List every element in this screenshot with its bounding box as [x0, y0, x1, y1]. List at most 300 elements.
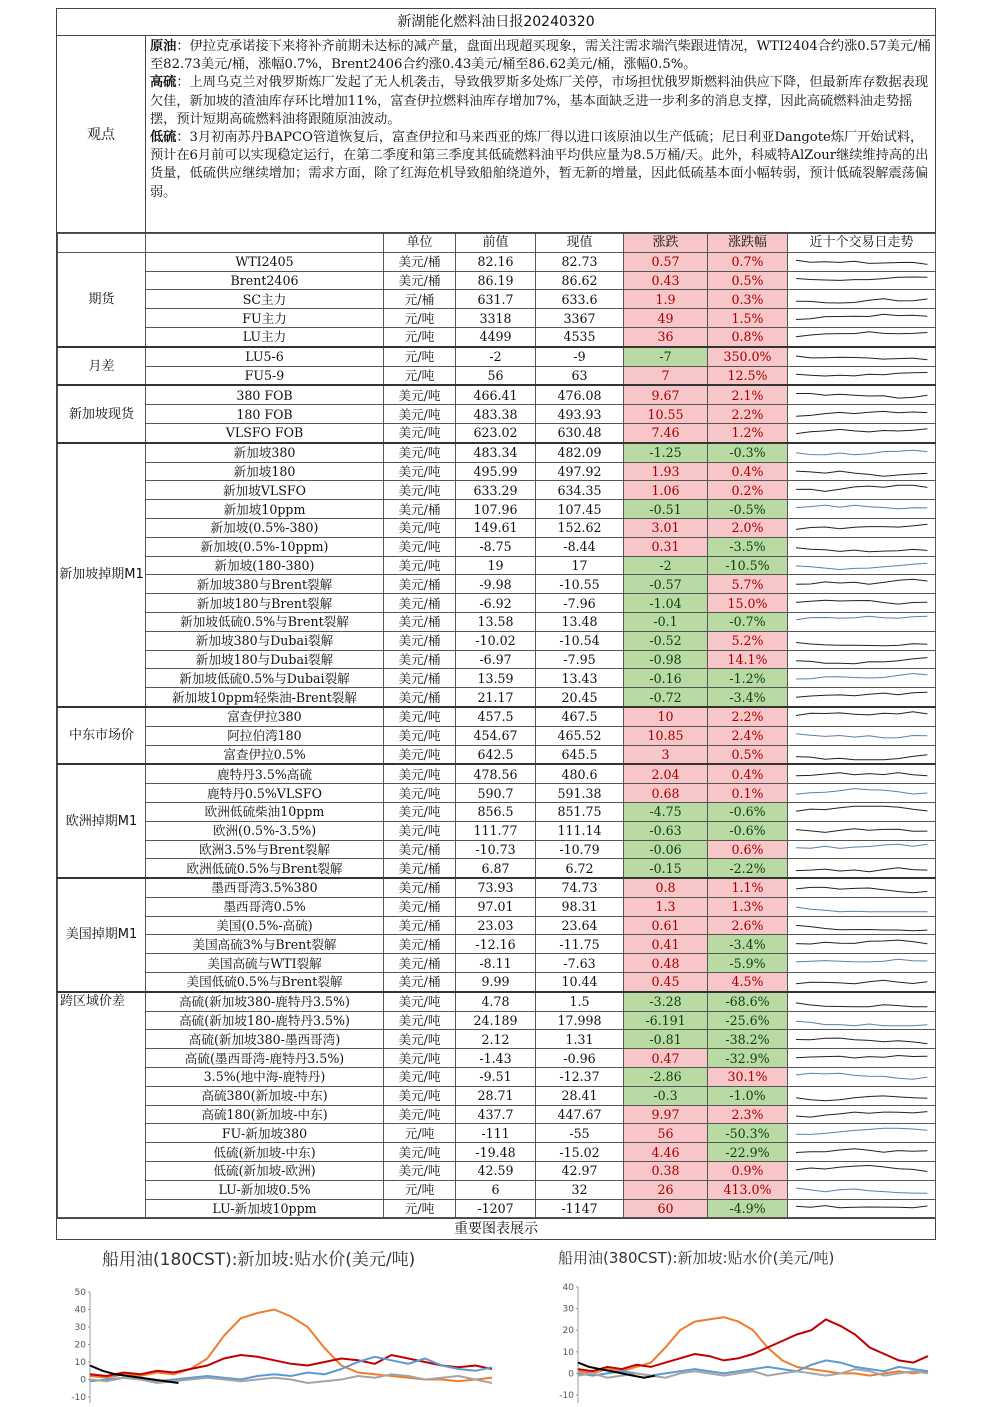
prev-value: 13.58 [456, 612, 536, 631]
prev-value: 623.02 [456, 423, 536, 442]
y-tick-label: 10 [562, 1347, 574, 1358]
curr-value: 467.5 [536, 707, 624, 726]
sparkline-path [796, 314, 927, 319]
item-name: 美国低硫0.5%与Brent裂解 [146, 973, 384, 992]
item-name: LU5-6 [146, 347, 384, 366]
pct-value: -3.4% [708, 688, 788, 707]
item-name: 鹿特丹3.5%高硫 [146, 764, 384, 783]
item-name: VLSFO FOB [146, 423, 384, 442]
change-value: -3.28 [624, 992, 708, 1011]
sparkline-path [796, 298, 927, 302]
pct-value: -0.6% [708, 821, 788, 840]
unit-cell: 元/吨 [384, 1180, 456, 1199]
pct-value: 350.0% [708, 347, 788, 366]
item-name: 欧洲(0.5%-3.5%) [146, 821, 384, 840]
sparkline-path [796, 734, 927, 738]
prev-value: -10.02 [456, 631, 536, 650]
y-tick-label: 30 [562, 1304, 574, 1315]
change-value: -0.3 [624, 1086, 708, 1105]
change-value: 0.31 [624, 537, 708, 556]
sparkline-path [796, 450, 927, 455]
curr-value: 465.52 [536, 726, 624, 745]
prev-value: -1207 [456, 1199, 536, 1218]
unit-cell: 美元/吨 [384, 1143, 456, 1162]
curr-value: 3367 [536, 309, 624, 328]
prev-value: 466.41 [456, 385, 536, 404]
trend-sparkline [788, 481, 936, 500]
item-name: 墨西哥湾3.5%380 [146, 878, 384, 897]
curr-value: -7.96 [536, 594, 624, 613]
table-row [58, 556, 936, 575]
curr-value: 480.6 [536, 764, 624, 783]
prev-value: 4499 [456, 327, 536, 346]
change-value: -2 [624, 556, 708, 575]
item-name: 高硫(墨西哥湾-鹿特丹3.5%) [146, 1049, 384, 1068]
table-row [58, 1068, 936, 1087]
unit-cell: 美元/桶 [384, 271, 456, 290]
item-name: 新加坡180与Dubai裂解 [146, 650, 384, 669]
curr-value: 591.38 [536, 784, 624, 803]
pct-value: -10.5% [708, 556, 788, 575]
change-value: -0.98 [624, 650, 708, 669]
curr-value: 13.43 [536, 669, 624, 688]
table-row [58, 802, 936, 821]
pct-value: 15.0% [708, 594, 788, 613]
curr-value: -10.54 [536, 631, 624, 650]
change-value: 7 [624, 366, 708, 385]
group-label: 新加坡掉期M1 [58, 443, 146, 707]
trend-sparkline [788, 556, 936, 575]
prev-value: 483.34 [456, 443, 536, 462]
group-label: 欧洲掉期M1 [58, 764, 146, 878]
item-name: 高硫(新加坡380-鹿特丹3.5%) [146, 992, 384, 1011]
trend-sparkline [788, 327, 936, 346]
trend-sparkline [788, 537, 936, 556]
unit-cell: 美元/吨 [384, 1030, 456, 1049]
price-table [57, 233, 936, 1218]
y-tick-label: 50 [74, 1288, 86, 1298]
prev-value: 23.03 [456, 916, 536, 935]
prev-value: 437.7 [456, 1105, 536, 1124]
curr-value: -12.37 [536, 1068, 624, 1087]
unit-cell: 美元/吨 [384, 821, 456, 840]
change-value: 1.06 [624, 481, 708, 500]
trend-sparkline [788, 518, 936, 537]
table-row [58, 1199, 936, 1218]
sparkline-path [796, 907, 927, 912]
prev-value: 97.01 [456, 897, 536, 916]
trend-sparkline [788, 309, 936, 328]
trend-sparkline [788, 707, 936, 726]
curr-value: 476.08 [536, 385, 624, 404]
change-value: 1.3 [624, 897, 708, 916]
unit-cell: 美元/吨 [384, 745, 456, 764]
item-name: 新加坡380与Brent裂解 [146, 575, 384, 594]
curr-value: 63 [536, 366, 624, 385]
curr-value: 630.48 [536, 423, 624, 442]
unit-cell: 美元/桶 [384, 916, 456, 935]
curr-value: 851.75 [536, 802, 624, 821]
table-row [58, 1124, 936, 1143]
table-row [58, 462, 936, 481]
table-row [58, 1030, 936, 1049]
table-row [58, 537, 936, 556]
table-row [58, 252, 936, 271]
unit-cell: 美元/吨 [384, 1086, 456, 1105]
sparkline-path [796, 1112, 927, 1118]
pct-value: -22.9% [708, 1143, 788, 1162]
sparkline-path [796, 888, 927, 893]
trend-sparkline [788, 612, 936, 631]
unit-cell: 美元/桶 [384, 935, 456, 954]
change-value: -1.04 [624, 594, 708, 613]
group-label: 月差 [58, 347, 146, 386]
unit-cell: 美元/吨 [384, 707, 456, 726]
change-value: 36 [624, 327, 708, 346]
sparkline-path [796, 1096, 927, 1101]
pct-value: 0.8% [708, 327, 788, 346]
trend-sparkline [788, 840, 936, 859]
table-row [58, 347, 936, 366]
pct-value: 5.2% [708, 631, 788, 650]
item-name: 墨西哥湾0.5% [146, 897, 384, 916]
trend-sparkline [788, 916, 936, 935]
table-row [58, 518, 936, 537]
unit-cell: 美元/桶 [384, 612, 456, 631]
chart-series-line [90, 1355, 492, 1376]
curr-value: 82.73 [536, 252, 624, 271]
curr-value: 497.92 [536, 462, 624, 481]
prev-value: 82.16 [456, 252, 536, 271]
change-value: 0.38 [624, 1162, 708, 1181]
table-row [58, 840, 936, 859]
change-value: -2.86 [624, 1068, 708, 1087]
group-label: 跨区域价差 [58, 992, 146, 1218]
pct-value: 1.3% [708, 897, 788, 916]
prev-value: -8.75 [456, 537, 536, 556]
trend-sparkline [788, 423, 936, 442]
item-name: 富查伊拉380 [146, 707, 384, 726]
curr-value: -7.95 [536, 650, 624, 669]
pct-value: -2.2% [708, 859, 788, 878]
pct-value: 0.4% [708, 462, 788, 481]
sparkline-path [796, 372, 927, 376]
trend-sparkline [788, 594, 936, 613]
y-tick-label: -10 [71, 1393, 86, 1403]
pct-value: -0.6% [708, 802, 788, 821]
curr-value: 6.72 [536, 859, 624, 878]
trend-sparkline [788, 688, 936, 707]
y-tick-label: 40 [74, 1305, 86, 1316]
pct-value: 0.7% [708, 252, 788, 271]
table-row [58, 405, 936, 424]
prev-value: 149.61 [456, 518, 536, 537]
unit-cell: 元/吨 [384, 1124, 456, 1143]
curr-value: 98.31 [536, 897, 624, 916]
prev-value: 28.71 [456, 1086, 536, 1105]
sparkline-path [796, 579, 927, 584]
sparkline-path [796, 411, 927, 416]
prev-value: 56 [456, 366, 536, 385]
sparkline-path [796, 1038, 927, 1044]
table-row [58, 688, 936, 707]
prev-value: 4.78 [456, 992, 536, 1011]
curr-value: 20.45 [536, 688, 624, 707]
trend-sparkline [788, 650, 936, 669]
trend-sparkline [788, 252, 936, 271]
unit-cell: 美元/吨 [384, 518, 456, 537]
prev-value: 73.93 [456, 878, 536, 897]
pct-value: 0.5% [708, 745, 788, 764]
pct-value: 14.1% [708, 650, 788, 669]
unit-cell: 美元/桶 [384, 688, 456, 707]
sparkline-path [796, 1166, 927, 1172]
viewpoint-hsfo: 高硫：上周乌克兰对俄罗斯炼厂发起了无人机袭击，导致俄罗斯多处炼厂关停，市场担忧俄罗斯燃料油供应下降，但最新库存数据表现欠佳，新加坡的渣油库存环比增加11%，富查伊拉燃料油库存增加7%，基本面缺乏进一步利多的消息支撑，因此高硫燃料油走势摇摆，预计短期高硫燃料油将跟随原油波动。 [150, 75, 929, 127]
pct-value: 2.2% [708, 707, 788, 726]
prev-value: -8.11 [456, 954, 536, 973]
charts-section-title: 重要图表展示 [57, 1218, 935, 1239]
pct-value: 2.6% [708, 916, 788, 935]
prev-value: 590.7 [456, 784, 536, 803]
sparkline-path [796, 1188, 927, 1193]
trend-sparkline [788, 1105, 936, 1124]
table-row [58, 575, 936, 594]
pct-value: 0.6% [708, 840, 788, 859]
pct-value: 0.5% [708, 271, 788, 290]
header-unit: 单位 [384, 234, 456, 253]
table-row [58, 726, 936, 745]
change-value: -0.57 [624, 575, 708, 594]
unit-cell: 美元/桶 [384, 897, 456, 916]
pct-value: -0.3% [708, 443, 788, 462]
change-value: 0.41 [624, 935, 708, 954]
prev-value: -2 [456, 347, 536, 366]
table-row [58, 327, 936, 346]
table-row [58, 1162, 936, 1181]
change-value: 0.45 [624, 973, 708, 992]
table-row [58, 764, 936, 783]
pct-value: 0.9% [708, 1162, 788, 1181]
sparkline-path [796, 772, 927, 775]
unit-cell: 元/吨 [384, 309, 456, 328]
chart-380cst [508, 1237, 934, 1403]
report-title: 新湖能化燃料油日报20240320 [57, 9, 935, 36]
trend-sparkline [788, 462, 936, 481]
table-row [58, 821, 936, 840]
prev-value: 454.67 [456, 726, 536, 745]
report-sheet [56, 8, 936, 1240]
prev-value: -12.16 [456, 935, 536, 954]
prev-value: 3318 [456, 309, 536, 328]
curr-value: -10.79 [536, 840, 624, 859]
curr-value: 107.45 [536, 500, 624, 519]
sparkline-path [796, 525, 927, 530]
sparkline-path [796, 471, 927, 476]
curr-value: 74.73 [536, 878, 624, 897]
curr-value: -9 [536, 347, 624, 366]
y-tick-label: 0 [80, 1375, 86, 1386]
curr-value: 17 [536, 556, 624, 575]
trend-sparkline [788, 1199, 936, 1218]
change-value: -0.72 [624, 688, 708, 707]
pct-value: 0.2% [708, 481, 788, 500]
change-value: 10 [624, 707, 708, 726]
curr-value: 152.62 [536, 518, 624, 537]
prev-value: 21.17 [456, 688, 536, 707]
prev-value: -111 [456, 1124, 536, 1143]
prev-value: 495.99 [456, 462, 536, 481]
curr-value: 17.998 [536, 1011, 624, 1030]
prev-value: 24.189 [456, 1011, 536, 1030]
sparkline-path [796, 829, 927, 833]
curr-value: 10.44 [536, 973, 624, 992]
trend-sparkline [788, 1162, 936, 1181]
change-value: 3.01 [624, 518, 708, 537]
unit-cell: 美元/吨 [384, 405, 456, 424]
table-row [58, 935, 936, 954]
table-row [58, 309, 936, 328]
change-value: -0.51 [624, 500, 708, 519]
trend-sparkline [788, 1143, 936, 1162]
sparkline-path [796, 867, 927, 871]
unit-cell: 美元/吨 [384, 1068, 456, 1087]
change-value: -0.1 [624, 612, 708, 631]
sparkline-path [796, 673, 927, 679]
item-name: LU-新加坡0.5% [146, 1180, 384, 1199]
unit-cell: 元/吨 [384, 366, 456, 385]
item-name: 欧洲低硫柴油10ppm [146, 802, 384, 821]
chart-series-line [578, 1319, 928, 1371]
pct-value: 0.4% [708, 764, 788, 783]
pct-value: 2.1% [708, 385, 788, 404]
trend-sparkline [788, 1180, 936, 1199]
unit-cell: 美元/吨 [384, 556, 456, 575]
sparkline-path [796, 712, 927, 716]
change-value: 9.67 [624, 385, 708, 404]
item-name: 高硫180(新加坡-中东) [146, 1105, 384, 1124]
trend-sparkline [788, 745, 936, 764]
unit-cell: 美元/吨 [384, 462, 456, 481]
table-row [58, 897, 936, 916]
item-name: LU主力 [146, 327, 384, 346]
viewpoint-label: 观点 [57, 36, 146, 232]
unit-cell: 美元/吨 [384, 1011, 456, 1030]
item-name: 欧洲3.5%与Brent裂解 [146, 840, 384, 859]
viewpoint-crude: 原油：伊拉克承诺接下来将补齐前期未达标的减产量，盘面出现超买现象，需关注需求端汽柴跟进情况，WTI2404合约涨0.57美元/桶至82.73美元/桶，涨幅0.7%，Brent2406合约涨0.43美元/桶至86.62美元/桶，涨幅0.5%。 [150, 39, 931, 73]
prev-value: 86.19 [456, 271, 536, 290]
header-curr: 现值 [536, 234, 624, 253]
table-row [58, 481, 936, 500]
prev-value: -19.48 [456, 1143, 536, 1162]
item-name: WTI2405 [146, 252, 384, 271]
change-value: 9.97 [624, 1105, 708, 1124]
prev-value: -9.98 [456, 575, 536, 594]
prev-value: -6.92 [456, 594, 536, 613]
item-name: 高硫380(新加坡-中东) [146, 1086, 384, 1105]
prev-value: 6 [456, 1180, 536, 1199]
item-name: LU-新加坡10ppm [146, 1199, 384, 1218]
pct-value: 2.2% [708, 405, 788, 424]
item-name: 3.5%(地中海-鹿特丹) [146, 1068, 384, 1087]
sparkline-path [796, 548, 927, 552]
curr-value: 633.6 [536, 290, 624, 309]
prev-value: 631.7 [456, 290, 536, 309]
y-tick-label: -10 [559, 1391, 574, 1401]
trend-sparkline [788, 631, 936, 650]
prev-value: 642.5 [456, 745, 536, 764]
viewpoint-lsfo: 低硫：3月初南苏丹BAPCO管道恢复后，富查伊拉和马来西亚的炼厂得以进口该原油以生产低硫；尼日利亚Dangote炼厂开始试料，预计在6月前可以实现稳定运行，在第二季度和第三季度其低硫燃料油平均供应量为8.5万桶/天。此外，科威特AlZour继续维持高的出货量，低硫供应继续增加；需求方面，除了红海危机导致船舶绕道外，暂无新的增量，因此低硫基本面小幅转弱，预计低硫裂解震荡偏弱。 [150, 130, 929, 200]
change-value: 0.68 [624, 784, 708, 803]
unit-cell: 美元/桶 [384, 859, 456, 878]
change-value: 0.48 [624, 954, 708, 973]
item-name: 低硫(新加坡-中东) [146, 1143, 384, 1162]
change-value: 4.46 [624, 1143, 708, 1162]
curr-value: -55 [536, 1124, 624, 1143]
sparkline-path [796, 1074, 927, 1080]
trend-sparkline [788, 290, 936, 309]
pct-value: -5.9% [708, 954, 788, 973]
unit-cell: 美元/桶 [384, 631, 456, 650]
chart-series-line [90, 1357, 492, 1382]
y-tick-label: 10 [74, 1358, 86, 1368]
change-value: 49 [624, 309, 708, 328]
item-name: Brent2406 [146, 271, 384, 290]
pct-value: -0.5% [708, 500, 788, 519]
unit-cell: 美元/吨 [384, 385, 456, 404]
curr-value: 13.48 [536, 612, 624, 631]
sparkline-path [796, 393, 927, 398]
change-value: -0.63 [624, 821, 708, 840]
change-value: -0.15 [624, 859, 708, 878]
trend-sparkline [788, 954, 936, 973]
unit-cell: 美元/吨 [384, 764, 456, 783]
table-row [58, 1049, 936, 1068]
curr-value: 1.5 [536, 992, 624, 1011]
item-name: 美国(0.5%-高硫) [146, 916, 384, 935]
header-trend: 近十个交易日走势 [788, 234, 936, 253]
trend-sparkline [788, 443, 936, 462]
prev-value: 478.56 [456, 764, 536, 783]
curr-value: 111.14 [536, 821, 624, 840]
change-value: 56 [624, 1124, 708, 1143]
pct-value: -0.7% [708, 612, 788, 631]
change-value: -4.75 [624, 802, 708, 821]
unit-cell: 美元/桶 [384, 669, 456, 688]
trend-sparkline [788, 366, 936, 385]
prev-value: 42.59 [456, 1162, 536, 1181]
unit-cell: 元/吨 [384, 327, 456, 346]
curr-value: 493.93 [536, 405, 624, 424]
item-name: 鹿特丹0.5%VLSFO [146, 784, 384, 803]
prev-value: -1.43 [456, 1049, 536, 1068]
unit-cell: 美元/吨 [384, 1162, 456, 1181]
curr-value: 86.62 [536, 271, 624, 290]
item-name: 新加坡低硫0.5%与Brent裂解 [146, 612, 384, 631]
chart-series-line [90, 1310, 492, 1382]
change-value: 26 [624, 1180, 708, 1199]
y-tick-label: 20 [74, 1340, 86, 1351]
item-name: 低硫(新加坡-欧洲) [146, 1162, 384, 1181]
sparkline-path [796, 1148, 927, 1152]
prev-value: 2.12 [456, 1030, 536, 1049]
trend-sparkline [788, 992, 936, 1011]
change-value: -0.16 [624, 669, 708, 688]
table-row [58, 385, 936, 404]
trend-sparkline [788, 897, 936, 916]
unit-cell: 元/吨 [384, 347, 456, 366]
prev-value: -10.73 [456, 840, 536, 859]
unit-cell: 美元/桶 [384, 840, 456, 859]
